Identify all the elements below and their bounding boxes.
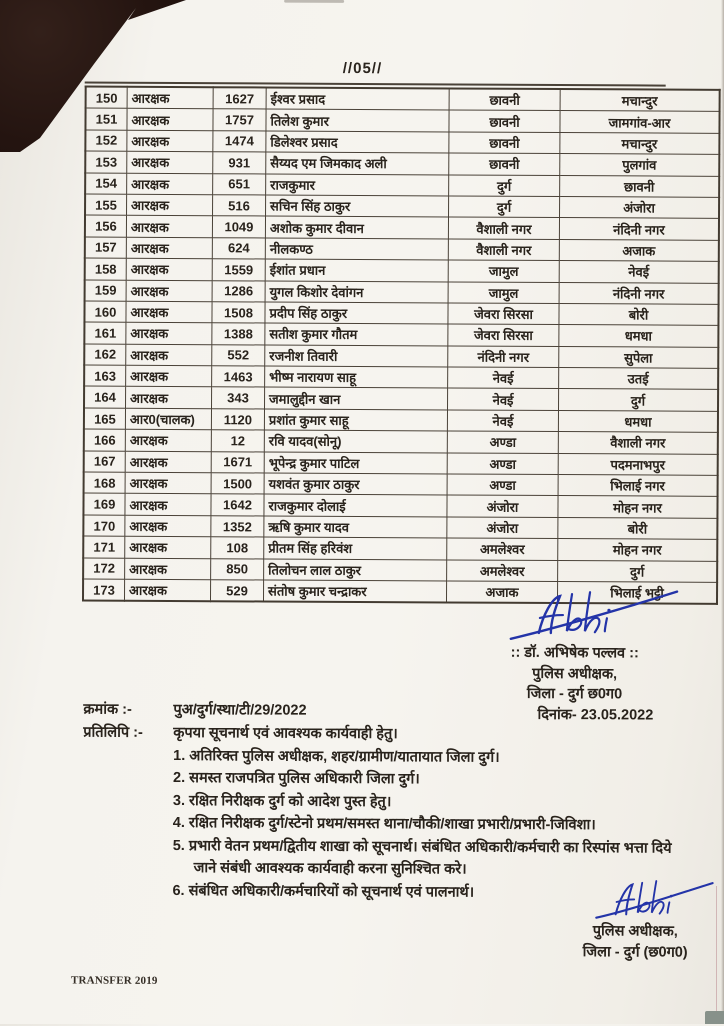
cell-to-location: पदमनाभपुर — [558, 453, 718, 475]
cell-name: रजनीश तिवारी — [265, 345, 448, 367]
cell-from-location: नेवई — [447, 410, 558, 432]
cell-name: ईश्वर प्रसाद — [266, 87, 449, 110]
cell-serial: 164 — [84, 387, 126, 409]
cell-serial: 158 — [85, 258, 127, 280]
cell-to-location: बोरी — [558, 517, 718, 539]
cell-name: भूपेन्द्र कुमार पाटिल — [264, 452, 447, 474]
cell-to-location: धमधा — [558, 410, 718, 432]
cell-name: यशवंत कुमार ठाकुर — [264, 473, 447, 495]
signature-ink — [593, 877, 715, 922]
cell-from-location: अण्डा — [447, 431, 558, 453]
cell-from-location: जामुल — [448, 281, 559, 303]
cell-name: राजकुमार दोलाई — [264, 494, 447, 516]
cell-serial: 163 — [84, 365, 126, 387]
cell-serial: 172 — [83, 558, 125, 580]
cell-name: संतोष कुमार चन्द्राकर — [263, 580, 446, 603]
cell-serial: 170 — [83, 515, 125, 537]
cell-to-location: दुर्ग — [558, 560, 718, 582]
cell-name: डिलेश्वर प्रसाद — [266, 131, 449, 153]
cell-serial: 169 — [83, 493, 125, 515]
copy-item: 3. रक्षित निरीक्षक दुर्ग को आदेश पुस्त हेतु। — [172, 792, 392, 810]
cell-serial: 155 — [85, 194, 127, 216]
cell-badge-no: 1508 — [212, 302, 265, 324]
cell-to-location: जामगांव-आर — [560, 111, 720, 133]
cell-serial: 173 — [83, 579, 125, 601]
cell-name: युगल किशोर देवांगन — [265, 281, 448, 303]
cell-name: रवि यादव(सोनू) — [264, 430, 447, 452]
cell-from-location: अंजोरा — [447, 517, 558, 539]
cell-serial: 166 — [84, 429, 126, 451]
cell-rank: आरक्षक — [125, 494, 211, 516]
cell-to-location: नंदिनी नगर — [559, 218, 719, 240]
cell-badge-no: 1559 — [212, 259, 265, 281]
cell-name: प्रदीप सिंह ठाकुर — [265, 302, 448, 324]
cell-name: अशोक कुमार दीवान — [265, 216, 448, 238]
cell-to-location: बोरी — [559, 303, 719, 325]
cell-badge-no: 1642 — [211, 494, 264, 516]
scan-smudge — [284, 0, 344, 3]
cell-rank: आरक्षक — [126, 344, 212, 366]
copy-item: 2. समस्त राजपत्रित पुलिस अधिकारी जिला दुर्ग। — [173, 770, 420, 788]
signatory-name: :: डॉ. अभिषेक पल्लव :: — [510, 644, 639, 662]
cell-from-location: वैशाली नगर — [448, 217, 559, 239]
cell-serial: 167 — [84, 451, 126, 473]
cell-to-location: छावनी — [560, 175, 720, 197]
cell-rank: आरक्षक — [126, 280, 212, 302]
cell-badge-no: 12 — [211, 430, 264, 452]
cell-name: नीलकण्ठ — [265, 238, 448, 260]
cell-serial: 150 — [86, 87, 128, 109]
cell-from-location: जामुल — [448, 260, 559, 282]
cell-rank: आरक्षक — [127, 87, 213, 109]
cell-badge-no: 516 — [213, 195, 266, 217]
cell-from-location: नेवई — [448, 388, 559, 410]
cell-to-location: नेवई — [559, 261, 719, 283]
cell-name: सचिन सिंह ठाकुर — [266, 195, 449, 217]
cell-badge-no: 1671 — [211, 451, 264, 473]
cell-name: ऋषि कुमार यादव — [264, 516, 447, 538]
cell-rank: आरक्षक — [126, 365, 212, 387]
signatory-district: जिला - दुर्ग छ0ग0 — [526, 685, 623, 703]
signatory-block — [436, 586, 713, 725]
cell-serial: 157 — [85, 237, 127, 259]
bottom-signatory-block — [549, 877, 721, 963]
cell-to-location: अंजोरा — [560, 196, 720, 218]
cell-from-location: दुर्ग — [449, 175, 560, 197]
cell-to-location: मचान्दुर — [560, 89, 720, 112]
page-number: //05// — [342, 59, 383, 78]
cell-serial: 161 — [84, 322, 126, 344]
cell-rank: आरक्षक — [125, 536, 211, 558]
cell-badge-no: 1757 — [213, 109, 266, 131]
cell-to-location: सुपेला — [559, 346, 719, 368]
bottom-signatory-district: जिला - दुर्ग (छ0ग0) — [582, 943, 688, 961]
cell-rank: आरक्षक — [125, 472, 211, 494]
cell-badge-no: 1049 — [212, 216, 265, 238]
cell-from-location: छावनी — [449, 110, 560, 132]
cell-rank: आरक्षक — [125, 451, 211, 473]
reference-label: क्रमांक :- — [83, 701, 132, 718]
cell-to-location: मोहन नगर — [558, 496, 718, 518]
reference-number: पुअ/दुर्ग/स्था/टी/29/2022 — [173, 702, 307, 719]
cell-to-location: उतई — [559, 368, 719, 390]
cell-serial: 160 — [84, 301, 126, 323]
cell-serial: 168 — [84, 472, 126, 494]
cell-rank: आरक्षक — [125, 430, 211, 452]
cell-from-location: छावनी — [449, 153, 560, 175]
cell-rank: आरक्षक — [127, 130, 213, 152]
cell-serial: 151 — [85, 108, 127, 130]
cell-serial: 154 — [85, 173, 127, 195]
cell-rank: आर0(चालक) — [125, 408, 211, 430]
cell-to-location: मचान्दुर — [560, 132, 720, 154]
cell-rank: आरक्षक — [125, 515, 211, 537]
cell-rank: आरक्षक — [126, 301, 212, 323]
cell-rank: आरक्षक — [126, 258, 212, 280]
cell-from-location: नेवई — [448, 367, 559, 389]
copy-item: 6. संबंधित अधिकारी/कर्मचारियों को सूचनार्थ एवं पालनार्थ। — [172, 883, 475, 901]
cell-from-location: जेवरा सिरसा — [448, 303, 559, 325]
cell-to-location: नंदिनी नगर — [559, 282, 719, 304]
cell-rank: आरक्षक — [127, 151, 213, 173]
cell-badge-no: 1120 — [211, 409, 264, 431]
cell-to-location: दुर्ग — [558, 389, 718, 411]
cell-serial: 156 — [85, 215, 127, 237]
cell-name: तिलेश कुमार — [266, 109, 449, 131]
cell-name: जमालुद्दीन खान — [265, 387, 448, 409]
cell-rank: आरक्षक — [127, 173, 213, 195]
cell-from-location: छावनी — [449, 132, 560, 154]
cell-serial: 153 — [85, 151, 127, 173]
cell-from-location: दुर्ग — [449, 196, 560, 218]
cell-badge-no: 931 — [213, 152, 266, 174]
transfer-roster-table — [82, 86, 721, 606]
cell-rank: आरक्षक — [126, 216, 212, 238]
footer-code: TRANSFER 2019 — [70, 974, 158, 987]
order-date: दिनांक- 23.05.2022 — [537, 706, 654, 724]
signatory-designation: पुलिस अधीक्षक, — [532, 665, 618, 682]
copy-intro: कृपया सूचनार्थ एवं आवश्यक कार्यवाही हेतु। — [173, 725, 398, 743]
cell-from-location: अण्डा — [447, 453, 558, 475]
cell-badge-no: 1500 — [211, 473, 264, 495]
cell-to-location: पुलगांव — [560, 154, 720, 176]
cell-serial: 165 — [84, 408, 126, 430]
cell-name: प्रीतम सिंह हरिवंश — [264, 537, 447, 559]
cell-from-location: अमलेश्वर — [447, 538, 558, 560]
cell-from-location: अजाक — [446, 581, 557, 603]
cell-rank: आरक्षक — [125, 558, 211, 580]
cell-to-location: वैशाली नगर — [558, 432, 718, 454]
cell-to-location: मोहन नगर — [558, 539, 718, 561]
cell-serial: 159 — [85, 280, 127, 302]
cell-badge-no: 1388 — [212, 323, 265, 345]
cell-from-location: छावनी — [449, 88, 560, 110]
copy-item: 4. रक्षित निरीक्षक दुर्ग/स्टेनो प्रथम/समस्त थाना/चौकी/शाखा प्रभारी/प्रभारी-जिविशा। — [172, 815, 596, 834]
cell-from-location: अंजोरा — [447, 495, 558, 517]
cell-rank: आरक्षक — [126, 387, 212, 409]
cell-name: प्रशांत कुमार साहू — [264, 409, 447, 431]
cell-serial: 162 — [84, 344, 126, 366]
cell-name: भीष्म नारायण साहू — [265, 366, 448, 388]
cell-badge-no: 1352 — [211, 516, 264, 538]
copy-item: 5. प्रभारी वेतन प्रथम/द्वितीय शाखा को सूचनार्थ। संबंधित अधिकारी/कर्मचारी का रिस्पांस भत्ता दिये जाने संबंधी आवश्यक कार्यवाही करना सुनिश्चित करे। — [172, 837, 672, 879]
cell-rank: आरक्षक — [127, 194, 213, 216]
cell-from-location: अण्डा — [447, 474, 558, 496]
cell-badge-no: 624 — [212, 237, 265, 259]
cell-from-location: वैशाली नगर — [448, 239, 559, 261]
cell-to-location: भिलाई नगर — [558, 475, 718, 497]
cell-name: सैय्यद एम जिमकाद अली — [266, 152, 449, 174]
cell-badge-no: 1474 — [213, 130, 266, 152]
cell-name: ईशांत प्रधान — [265, 259, 448, 281]
cell-name: राजकुमार — [266, 174, 449, 196]
bottom-signatory-designation: पुलिस अधीक्षक, — [592, 923, 678, 940]
cell-from-location: नंदिनी नगर — [448, 346, 559, 368]
cell-rank: आरक्षक — [126, 237, 212, 259]
cell-name: सतीश कुमार गौतम — [265, 323, 448, 345]
cell-badge-no: 343 — [212, 387, 265, 409]
copy-label: प्रतिलिपि :- — [83, 724, 143, 741]
reference-line — [83, 699, 306, 720]
cell-badge-no: 651 — [213, 173, 266, 195]
cell-to-location: भिलाई भट्ठी — [557, 582, 717, 605]
cell-from-location: जेवरा सिरसा — [448, 324, 559, 346]
cell-badge-no: 1286 — [212, 280, 265, 302]
cell-from-location: अमलेश्वर — [447, 560, 558, 582]
signature-ink — [509, 587, 681, 644]
cell-badge-no: 850 — [211, 558, 264, 580]
cell-rank: आरक्षक — [124, 579, 210, 601]
cell-badge-no: 529 — [210, 580, 263, 602]
cell-name: तिलोचन लाल ठाकुर — [264, 559, 447, 581]
cell-badge-no: 1463 — [212, 366, 265, 388]
cell-badge-no: 1627 — [213, 87, 266, 109]
cell-badge-no: 552 — [212, 344, 265, 366]
cell-badge-no: 108 — [211, 537, 264, 559]
scan-corner-artifact — [705, 1011, 724, 1024]
cell-rank: आरक्षक — [126, 323, 212, 345]
cell-to-location: अजाक — [559, 239, 719, 261]
scan-line-artifact — [716, 886, 717, 1024]
cell-serial: 171 — [83, 536, 125, 558]
cell-rank: आरक्षक — [127, 109, 213, 131]
copy-item: 1. अतिरिक्त पुलिस अधीक्षक, शहर/ग्रामीण/यातायात जिला दुर्ग। — [173, 747, 500, 766]
cell-to-location: धमधा — [559, 325, 719, 347]
cell-serial: 152 — [85, 130, 127, 152]
